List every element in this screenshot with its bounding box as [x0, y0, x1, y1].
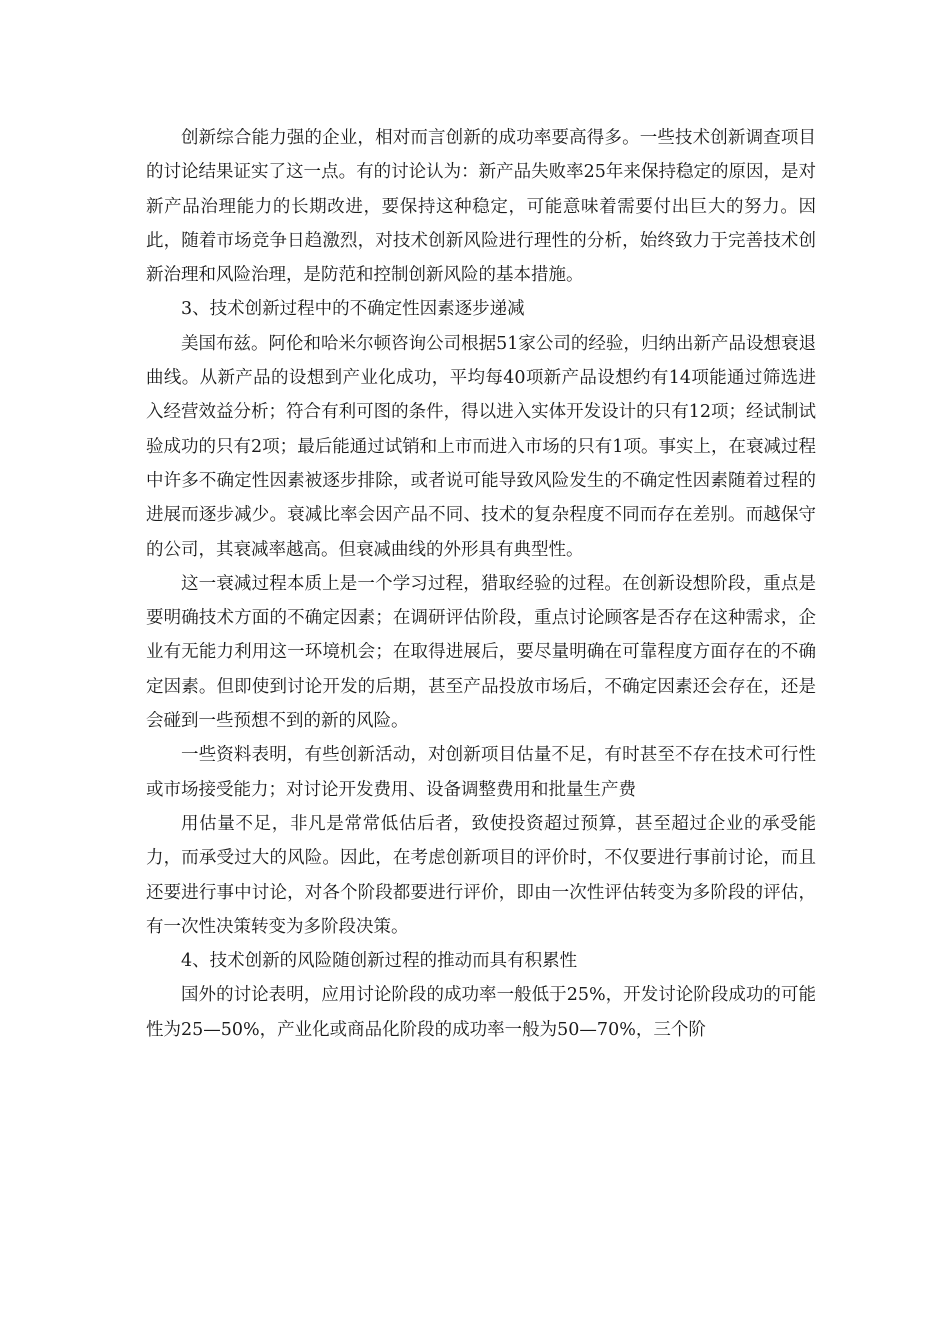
paragraph-multi-stage-evaluation: 用估量不足，非凡是常常低估后者，致使投资超过预算，甚至超过企业的承受能力，而承受过大的风险。因此，在考虑创新项目的评价时，不仅要进行事前讨论，而且还要进行事中讨论，对各个阶段都要进行评价，即由一次性评估转变为多阶段的评估，有一次性决策转变为多阶段决策。	[146, 813, 816, 937]
paragraph-decay-curve: 美国布兹。阿伦和哈米尔顿咨询公司根据51家公司的经验，归纳出新产品设想衰退曲线。从新产品的设想到产业化成功，平均每40项新产品设想约有14项能通过筛选进入经营效益分析；符合有利可图的条件，得以进入实体开发设计的只有12项；经试制试验成功的只有2项；最后能通过试销和上市而进入市场的只有1项。事实上，在衰减过程中许多不确定性因素被逐步排除，或者说可能导致风险发生的不确定性因素随着过程的进展而逐步减少。衰减比率会因产品不同、技术的复杂程度不同而存在差别。而越保守的公司，其衰减率越高。但衰减曲线的外形具有典型性。	[146, 333, 816, 560]
paragraph-innovation-capability: 创新综合能力强的企业，相对而言创新的成功率要高得多。一些技术创新调查项目的讨论结果证实了这一点。有的讨论认为：新产品失败率25年来保持稳定的原因，是对新产品治理能力的长期改进，要保持这种稳定，可能意味着需要付出巨大的努力。因此，随着市场竞争日趋激烈，对技术创新风险进行理性的分析，始终致力于完善技术创新治理和风险治理，是防范和控制创新风险的基本措施。	[146, 128, 816, 286]
paragraph-insufficient-estimation: 一些资料表明，有些创新活动，对创新项目估量不足，有时甚至不存在技术可行性或市场接受能力；对讨论开发费用、设备调整费用和批量生产费	[146, 745, 816, 800]
document-body	[146, 121, 816, 1047]
paragraph-stage-success-rates: 国外的讨论表明，应用讨论阶段的成功率一般低于25%，开发讨论阶段成功的可能性为25—50%，产业化或商品化阶段的成功率一般为50—70%，三个阶	[146, 985, 816, 1040]
section-heading-4: 4、技术创新的风险随创新过程的推动而具有积累性	[181, 951, 578, 972]
paragraph-learning-process: 这一衰减过程本质上是一个学习过程，猎取经验的过程。在创新设想阶段，重点是要明确技术方面的不确定因素；在调研评估阶段，重点讨论顾客是否存在这种需求，企业有无能力利用这一环境机会；在取得进展后，要尽量明确在可靠程度方面存在的不确定因素。但即使到讨论开发的后期，甚至产品投放市场后，不确定因素还会存在，还是会碰到一些预想不到的新的风险。	[146, 573, 816, 732]
section-heading-3: 3、技术创新过程中的不确定性因素逐步递减	[181, 299, 525, 320]
